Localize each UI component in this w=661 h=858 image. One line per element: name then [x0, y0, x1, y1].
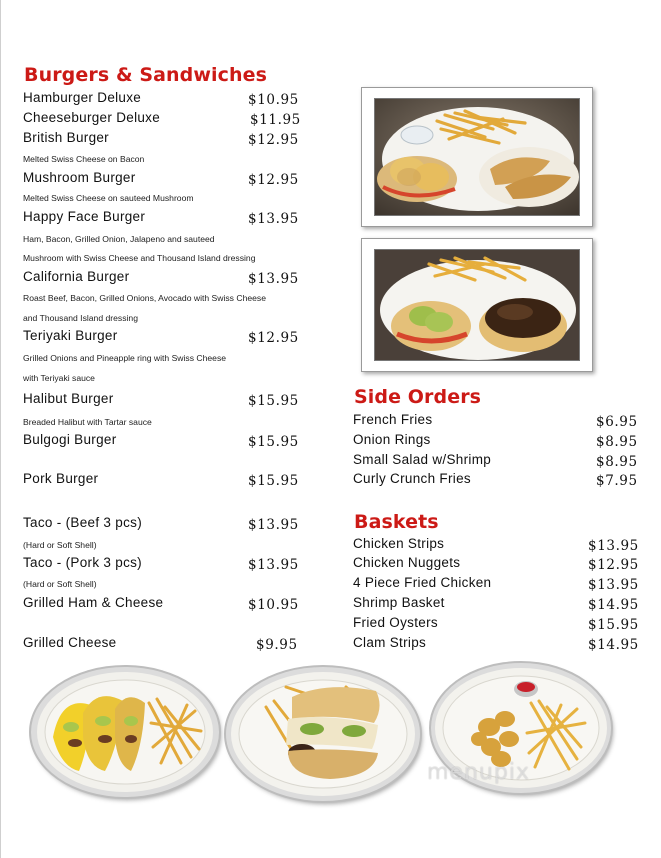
photo-burger-fish-plate	[361, 87, 593, 227]
item-description: Roast Beef, Bacon, Grilled Onions, Avocado with Swiss Cheese	[23, 293, 266, 303]
item-price: $12.95	[248, 132, 299, 148]
item-name: Pork Burger	[23, 471, 99, 486]
section-title-baskets: Baskets	[354, 511, 439, 533]
item-name: Bulgogi Burger	[23, 432, 117, 447]
item-name: Cheeseburger Deluxe	[23, 110, 161, 125]
item-name: Fried Oysters	[353, 615, 438, 630]
item-price: $14.95	[588, 637, 639, 653]
photo-sandwich-plate	[226, 667, 420, 801]
item-name: Taco - (Pork 3 pcs)	[23, 555, 142, 570]
burger-fish-illustration	[375, 99, 580, 216]
item-name: Grilled Cheese	[23, 635, 117, 650]
item-description: Breaded Halibut with Tartar sauce	[23, 417, 152, 427]
item-price: $10.95	[248, 92, 299, 108]
photo-tacos-plate	[31, 667, 219, 797]
item-name: California Burger	[23, 269, 130, 284]
item-price: $11.95	[250, 112, 301, 128]
item-price: $13.95	[588, 538, 639, 554]
item-name: Chicken Nuggets	[353, 555, 461, 570]
page-border	[0, 0, 1, 858]
item-description: and Thousand Island dressing	[23, 313, 138, 323]
item-price: $13.95	[248, 271, 299, 287]
item-price: $7.95	[596, 473, 638, 489]
item-price: $13.95	[248, 517, 299, 533]
item-description: Mushroom with Swiss Cheese and Thousand Island dressing	[23, 253, 256, 263]
item-description: (Hard or Soft Shell)	[23, 579, 97, 589]
item-name: Curly Crunch Fries	[353, 471, 471, 486]
item-price: $15.95	[248, 393, 299, 409]
section-title-side-orders: Side Orders	[354, 386, 482, 408]
item-description: Melted Swiss Cheese on sauteed Mushroom	[23, 193, 194, 203]
item-description: Ham, Bacon, Grilled Onion, Jalapeno and sauteed	[23, 234, 215, 244]
item-name: Hamburger Deluxe	[23, 90, 142, 105]
item-name: Mushroom Burger	[23, 170, 136, 185]
item-price: $13.95	[248, 211, 299, 227]
item-price: $6.95	[596, 414, 638, 430]
item-name: Happy Face Burger	[23, 209, 146, 224]
item-name: Small Salad w/Shrimp	[353, 452, 492, 467]
item-name: Clam Strips	[353, 635, 427, 650]
item-description: (Hard or Soft Shell)	[23, 540, 97, 550]
bulgogi-burger-illustration	[375, 250, 580, 361]
sandwich-illustration	[226, 667, 420, 801]
item-price: $12.95	[588, 557, 639, 573]
item-price: $15.95	[248, 434, 299, 450]
item-price: $13.95	[248, 557, 299, 573]
item-description: Grilled Onions and Pineapple ring with Swiss Cheese	[23, 353, 227, 363]
item-name: Teriyaki Burger	[23, 328, 118, 343]
item-name: Chicken Strips	[353, 536, 445, 551]
item-description: with Teriyaki sauce	[23, 373, 95, 383]
item-price: $10.95	[248, 597, 299, 613]
item-price: $15.95	[588, 617, 639, 633]
item-name: Shrimp Basket	[353, 595, 445, 610]
item-name: Onion Rings	[353, 432, 431, 447]
watermark-text: menupix	[427, 760, 530, 785]
item-price: $9.95	[256, 637, 298, 653]
photo-bulgogi-burger-plate	[361, 238, 593, 372]
item-price: $12.95	[248, 172, 299, 188]
item-price: $15.95	[248, 473, 299, 489]
item-name: French Fries	[353, 412, 433, 427]
tacos-illustration	[31, 667, 219, 797]
item-price: $13.95	[588, 577, 639, 593]
item-price: $8.95	[596, 434, 638, 450]
item-name: British Burger	[23, 130, 109, 145]
item-name: Grilled Ham & Cheese	[23, 595, 164, 610]
item-price: $14.95	[588, 597, 639, 613]
item-name: Taco - (Beef 3 pcs)	[23, 515, 142, 530]
item-description: Melted Swiss Cheese on Bacon	[23, 154, 145, 164]
item-name: 4 Piece Fried Chicken	[353, 575, 492, 590]
item-price: $8.95	[596, 454, 638, 470]
section-title-burgers: Burgers & Sandwiches	[24, 64, 268, 86]
item-name: Halibut Burger	[23, 391, 114, 406]
item-price: $12.95	[248, 330, 299, 346]
